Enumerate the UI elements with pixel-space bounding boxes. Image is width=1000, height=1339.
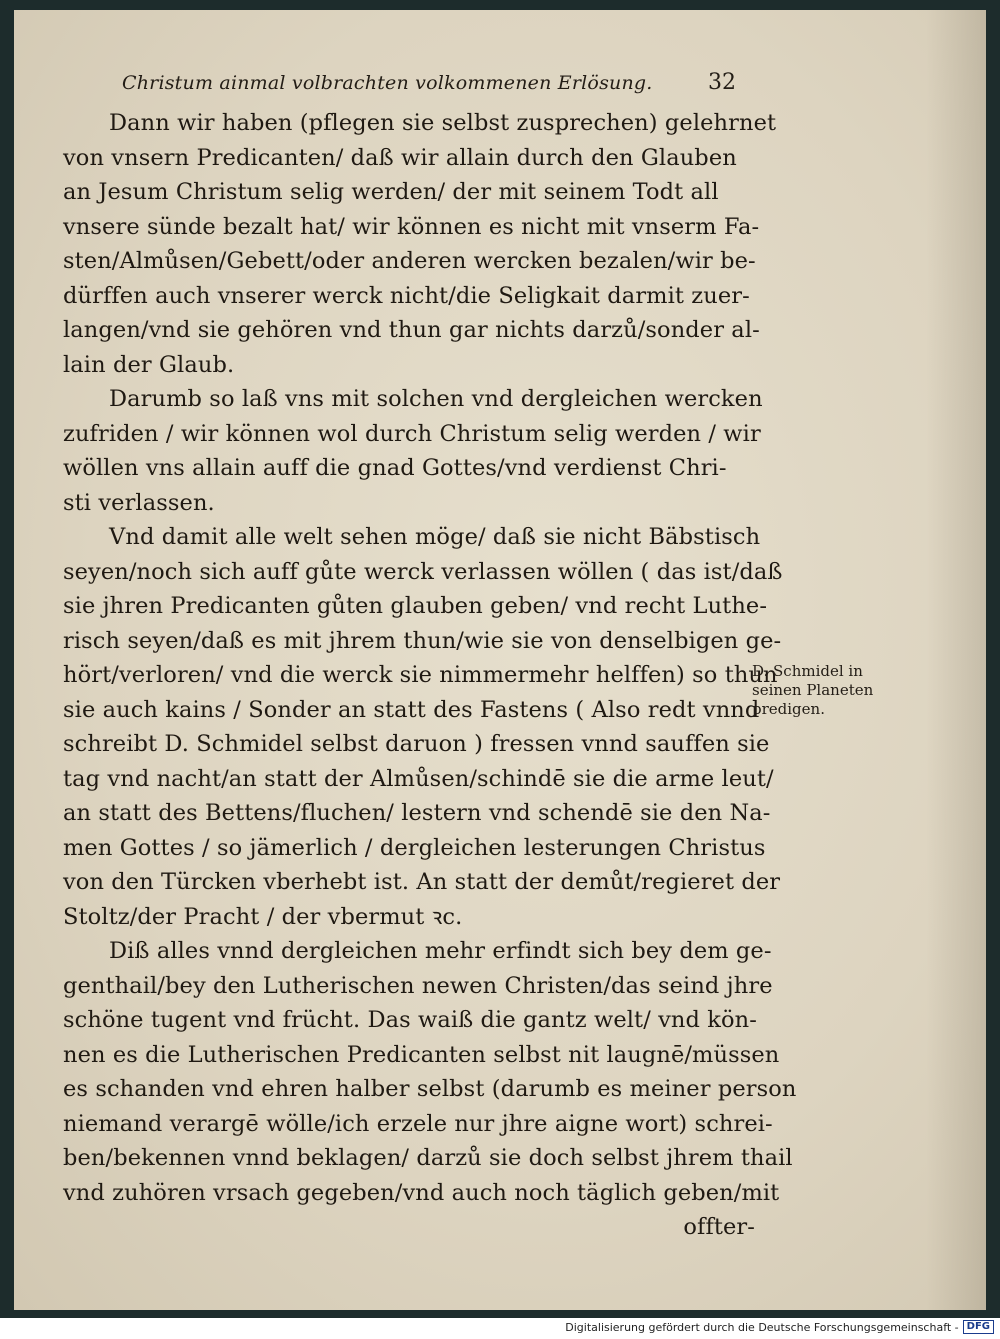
marginal-note-line: predigen. [752,700,825,718]
text-line: sie auch kains / Sonder an statt des Fastens ( Also redt vnnd [63,696,760,723]
digitization-footer [565,1320,994,1334]
text-line: sti verlassen. [63,489,215,516]
text-line: vnsere sünde bezalt hat/ wir können es nicht mit vnserm Fa- [63,213,760,240]
running-head: Christum ainmal volbrachten volkommenen Erlösung. [122,72,653,94]
text-line: hört/verloren/ vnd die werck sie nimmermehr helffen) so thun [63,662,778,688]
text-line: niemand verargē wölle/ich erzele nur jhre aigne wort) schrei- [63,1110,773,1137]
text-line: vnd zuhören vrsach gegeben/vnd auch noch täglich geben/mit [63,1179,780,1206]
footer-text: Digitalisierung gefördert durch die Deutsche Forschungsgemeinschaft - [565,1320,959,1334]
text-line: nen es die Lutherischen Predicanten selbst nit laugnē/müssen [63,1041,780,1068]
text-line: Darumb so laß vns mit solchen vnd dergleichen wercken [109,386,763,412]
text-line: von vnsern Predicanten/ daß wir allain durch den Glauben [63,144,737,171]
text-line: es schanden vnd ehren halber selbst (darumb es meiner person [63,1076,797,1102]
text-line: langen/vnd sie gehören vnd thun gar nichts darzů/sonder al- [63,317,760,343]
marginal-note-line: seinen Planeten [752,681,874,699]
text-line: risch seyen/daß es mit jhrem thun/wie sie von denselbigen ge- [63,627,782,654]
text-line: lain der Glaub. [63,351,235,378]
page-number: 32 [708,70,736,95]
text-line: Dann wir haben (pflegen sie selbst zusprechen) gelehrnet [109,110,777,136]
text-line: seyen/noch sich auff gůte werck verlassen wöllen ( das ist/daß [63,558,783,585]
text-line: sie jhren Predicanten gůten glauben geben/ vnd recht Luthe- [63,593,768,619]
catchword: offter- [683,1214,755,1240]
dfg-logo: DFG [963,1320,994,1334]
text-line: an statt des Bettens/fluchen/ lestern vnd schendē sie den Na- [63,800,771,826]
marginal-note-line: D. Schmidel in [752,662,863,680]
text-line: Diß alles vnnd dergleichen mehr erfindt sich bey dem ge- [109,938,772,964]
text-line: zufriden / wir können wol durch Christum selig werden / wir [63,420,761,447]
marginal-note [752,662,892,719]
text-line: von den Türcken vberhebt ist. An statt der demůt/regieret der [63,869,781,895]
book-page [14,10,986,1310]
text-line: schreibt D. Schmidel selbst daruon ) fressen vnnd sauffen sie [63,731,770,757]
text-line: ben/bekennen vnnd beklagen/ darzů sie doch selbst jhrem thail [63,1145,793,1171]
text-line: Vnd damit alle welt sehen möge/ daß sie nicht Bäbstisch [109,524,761,550]
text-line: an Jesum Christum selig werden/ der mit seinem Todt all [63,179,719,205]
text-line: men Gottes / so jämerlich / dergleichen lesterungen Christus [63,834,766,861]
text-line: dürffen auch vnserer werck nicht/die Seligkait darmit zuer- [63,282,750,309]
text-line: tag vnd nacht/an statt der Almůsen/schindē sie die arme leut/ [63,765,774,792]
text-line: Stoltz/der Pracht / der vbermut ꝛc. [63,903,463,930]
text-line: schöne tugent vnd frücht. Das waiß die gantz welt/ vnd kön- [63,1007,757,1033]
text-line: sten/Almůsen/Gebett/oder anderen wercken bezalen/wir be- [63,248,756,274]
text-line: wöllen vns allain auff die gnad Gottes/vnd verdienst Chri- [63,455,727,481]
page-edge-shadow [926,10,986,1310]
text-line: genthail/bey den Lutherischen newen Christen/das seind jhre [63,972,773,999]
